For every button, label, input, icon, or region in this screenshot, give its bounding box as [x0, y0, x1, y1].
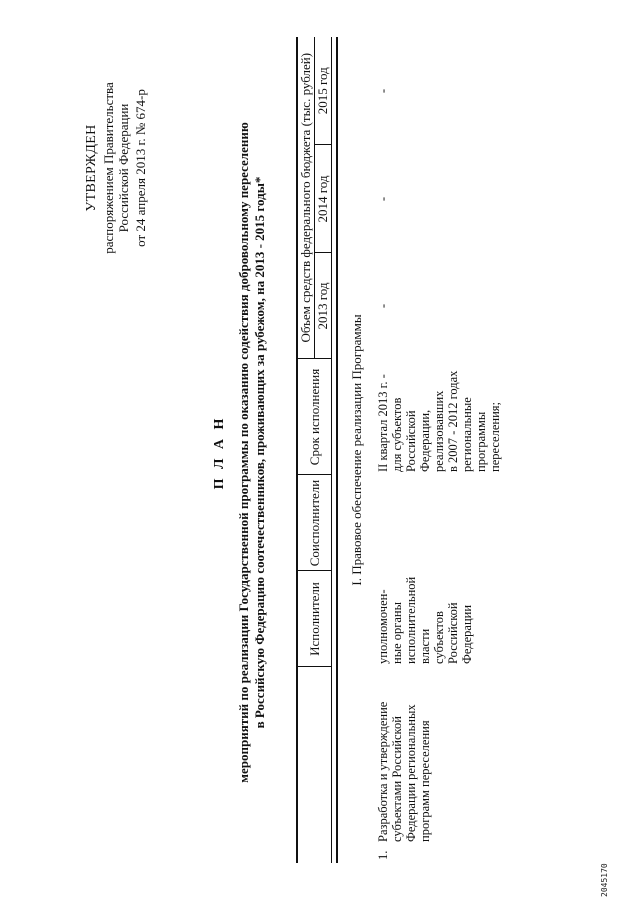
- plan-heading: П Л А Н: [212, 415, 227, 490]
- table-row: [374, 37, 504, 863]
- section-row: [337, 37, 374, 863]
- section-title: I. Правовое обеспечение реализации Программы: [349, 314, 364, 586]
- header-year-2014: 2014 год: [315, 145, 332, 253]
- row-number: 1.: [376, 850, 390, 860]
- title-line: в Российскую Федерацию соотечественников, проживающих за рубежом, на 2013 - 2015 годы*: [252, 176, 267, 729]
- approval-line: распоряжением Правительства: [101, 82, 116, 254]
- header-coexecutors: Соисполнители: [297, 475, 332, 571]
- header-year-2015: 2015 год: [315, 37, 332, 145]
- approval-title: УТВЕРЖДЕН: [84, 124, 99, 212]
- document-title: [212, 30, 268, 875]
- row-deadline: II квартал 2013 г. - для субъектов Российской Федерации, реализовавших в 2007 - 2012 годах региональные программы переселения;: [376, 370, 502, 472]
- header-deadline: Срок исполнения: [297, 359, 332, 475]
- header-event: [297, 667, 332, 863]
- approval-line: Российской Федерации: [116, 103, 131, 233]
- document-stamp: 2045170: [600, 863, 609, 897]
- row-executors: уполномочен- ные органы исполнительной власти субъектов Российской Федерации: [376, 576, 474, 664]
- approval-block: [84, 53, 148, 283]
- row-coexecutors: [374, 475, 504, 571]
- row-value-2014: -: [376, 196, 390, 202]
- row-value-2013: -: [376, 303, 390, 309]
- table-header-row: [297, 37, 315, 863]
- row-value-2015: -: [376, 88, 390, 94]
- plan-table: [296, 37, 504, 863]
- header-budget: Объем средств федерального бюджета (тыс. рублей): [297, 37, 315, 359]
- title-line: мероприятий по реализации Государственной программы по оказанию содействия добровольному переселению: [236, 122, 251, 783]
- row-event: Разработка и утверждение субъектами Российской Федерации региональных программ переселения: [376, 701, 432, 842]
- header-year-2013: 2013 год: [315, 253, 332, 359]
- approval-date: от 24 апреля 2013 г. № 674-р: [133, 89, 148, 247]
- header-executors: Исполнители: [297, 571, 332, 667]
